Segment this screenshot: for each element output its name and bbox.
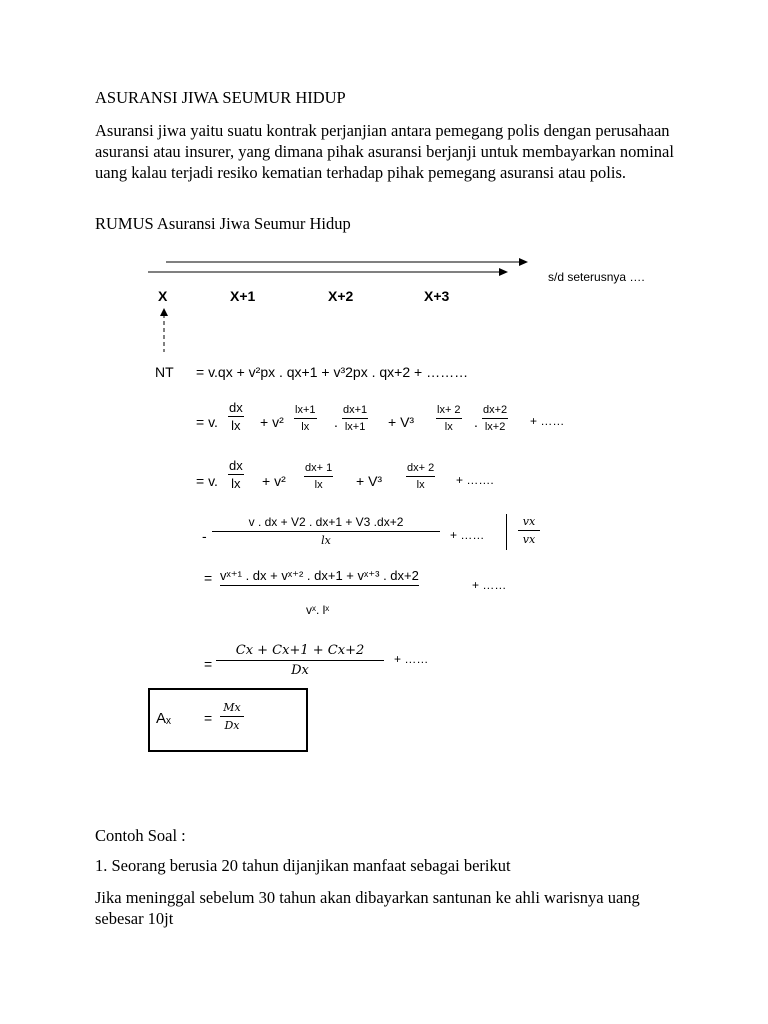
arrowhead-bottom: [499, 268, 508, 276]
line3-frac-c-num: dx+ 2: [406, 460, 435, 477]
line2-frac-c: [342, 402, 368, 436]
line4-separator: [506, 514, 507, 550]
line4-frac-num: v . dx + V2 . dx+1 + V3 .dx+2: [212, 514, 440, 532]
line2-dot-2: .: [474, 414, 478, 430]
line4-frac-den: lx: [321, 534, 331, 547]
line4-tail: + ……: [450, 528, 485, 542]
result-frac: [220, 700, 244, 734]
timeline-label-x1: X+1: [230, 288, 256, 304]
line2-frac-c-den: lx+1: [344, 421, 366, 433]
page-heading: ASURANSI JIWA SEUMUR HIDUP: [95, 88, 346, 107]
result-frac-den: Dx: [224, 719, 240, 732]
rumus-title: RUMUS Asuransi Jiwa Seumur Hidup: [95, 214, 351, 233]
line3-a: = v.: [196, 473, 218, 489]
line2-tail: + ……: [530, 414, 565, 428]
line2-frac-b: [294, 402, 317, 436]
line2-a: = v.: [196, 414, 218, 430]
example-question-1: 1. Seorang berusia 20 tahun dijanjikan manfaat sebagai berikut: [95, 856, 511, 875]
timeline-label-x: X: [158, 288, 168, 304]
line2-frac-b-num: lx+1: [294, 402, 317, 419]
formula-nt-label: NT: [155, 364, 174, 380]
line4-frac: [212, 514, 440, 549]
line6-frac-den: Dx: [291, 663, 309, 678]
timeline-continuation: s/d seterusnya ….: [548, 270, 645, 284]
line6-frac-num: Cx + Cx+1 + Cx+2: [216, 642, 384, 661]
line5-tail: + ……: [472, 578, 507, 592]
line4-mult-num: vx: [518, 514, 540, 531]
line2-frac-a-num: dx: [229, 400, 243, 415]
line4-lead: -: [202, 528, 207, 544]
line2-frac-e: [482, 402, 508, 436]
line3-frac-b-num: dx+ 1: [304, 460, 333, 477]
example-text: Jika meninggal sebelum 30 tahun akan dibayarkan santunan ke ahli warisnya uang sebesar 10jt: [95, 888, 640, 928]
formula-line-1: = v.qx + v²px . qx+1 + v³2px . qx+2 + ………: [196, 364, 469, 380]
line5-lead: =: [204, 570, 213, 586]
line3-tail: + …….: [456, 473, 494, 487]
line4-multiplier: [518, 514, 540, 548]
line2-frac-e-num: dx+2: [482, 402, 508, 419]
result-lhs: Aₓ: [156, 710, 171, 727]
line2-d: + V³: [388, 414, 415, 430]
line4-mult-den: vx: [522, 533, 536, 546]
line2-frac-d: [436, 402, 462, 436]
line3-frac-a: [228, 458, 244, 492]
line2-frac-c-num: dx+1: [342, 402, 368, 419]
line2-frac-d-num: lx+ 2: [436, 402, 462, 419]
line6-frac: [216, 642, 384, 681]
line3-frac-b: [304, 460, 333, 494]
line3-b: + v²: [262, 473, 286, 489]
intro-paragraph: Asuransi jiwa yaitu suatu kontrak perjanjian antara pemegang polis dengan perusahaan asuransi atau insurer, yang dimana pihak asuransi berjanji untuk membayarkan nominal uang kalau terjadi resiko kematian terhadap pihak pemegang asuransi atau polis.: [95, 121, 674, 182]
pointer-arrowhead-icon: [160, 308, 168, 316]
line6-tail: + ……: [394, 652, 429, 666]
line3-frac-a-den: lx: [231, 476, 241, 491]
timeline-label-x2: X+2: [328, 288, 354, 304]
line3-frac-b-den: lx: [314, 479, 323, 491]
line2-dot-1: .: [334, 414, 338, 430]
line3-frac-c: [406, 460, 435, 494]
line3-c: + V³: [356, 473, 383, 489]
line2-frac-b-den: lx: [301, 421, 310, 433]
timeline-label-x3: X+3: [424, 288, 450, 304]
result-frac-num: Mx: [220, 700, 244, 717]
timeline-diagram: [0, 250, 768, 380]
line2-frac-d-den: lx: [444, 421, 453, 433]
line2-b: + v²: [260, 414, 284, 430]
line2-frac-a: [228, 400, 244, 434]
arrowhead-top: [519, 258, 528, 266]
line6-lead: =: [204, 656, 213, 672]
line2-frac-e-den: lx+2: [484, 421, 506, 433]
line2-frac-a-den: lx: [231, 418, 241, 433]
line3-frac-a-num: dx: [229, 458, 243, 473]
line5-numerator: vˣ⁺¹ . dx + vˣ⁺² . dx+1 + vˣ⁺³ . dx+2: [220, 568, 419, 586]
example-title: Contoh Soal :: [95, 826, 186, 845]
line3-frac-c-den: lx: [416, 479, 425, 491]
result-eq: =: [204, 710, 213, 726]
line5-denominator: vˣ. lˣ: [306, 603, 330, 617]
